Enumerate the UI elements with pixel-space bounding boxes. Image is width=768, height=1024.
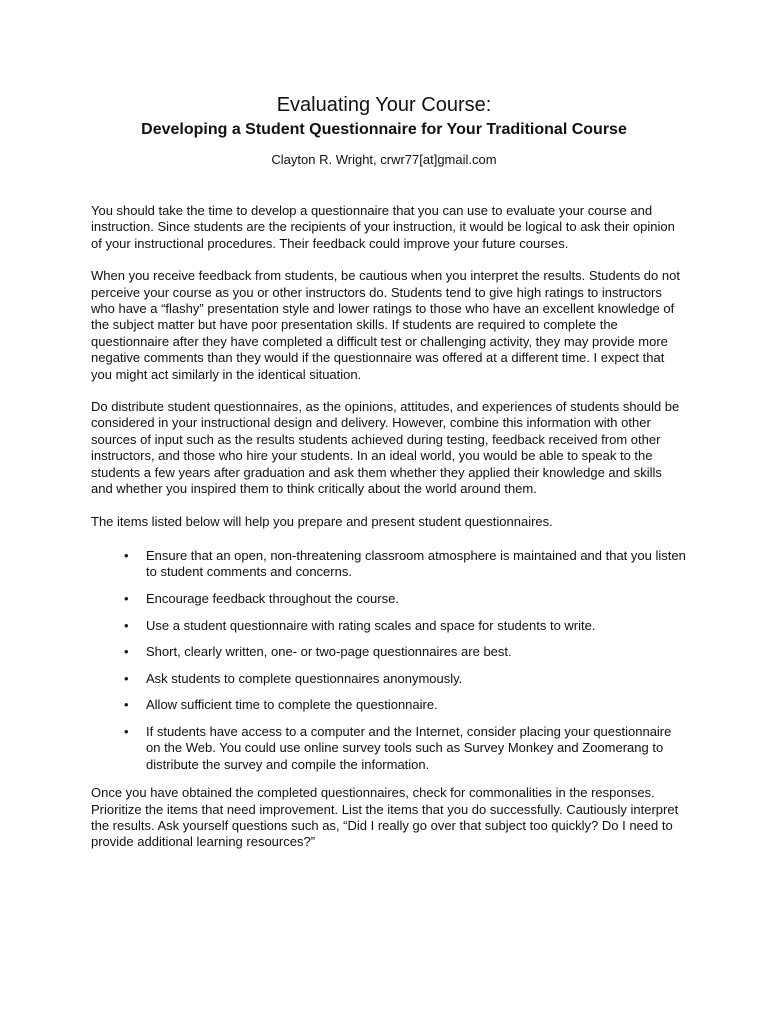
paragraph-caution: When you receive feedback from students, be cautious when you interpret the results. Students do not perceive your course as you or other instructors do. Students tend to give high ratings to instructors who have a “flashy” presentation style and lower ratings to those who have an excellent knowledge of the subject matter but have poor presentation skills. If students are required to complete the questionnaire after they have completed a difficult test or challenging activity, they may provide more negative comments than they would if the questionnaire was offered at a different time. I expect that you might act similarly in the identical situation. bbox=[91, 268, 680, 382]
list-item-text: Ask students to complete questionnaires anonymously. bbox=[146, 670, 463, 686]
list-item bbox=[91, 644, 686, 660]
list-item bbox=[91, 671, 686, 687]
list-item bbox=[91, 724, 686, 773]
list-item bbox=[91, 548, 686, 581]
bullet-icon: • bbox=[124, 697, 129, 713]
paragraph-list-intro: The items listed below will help you prepare and present student questionnaires. bbox=[91, 513, 553, 529]
bullet-icon: • bbox=[124, 723, 129, 739]
paragraph-closing: Once you have obtained the completed questionnaires, check for commonalities in the responses. Prioritize the items that need improvement. List the items that you do successfully. Cautiously interpret the results. Ask yourself questions such as, “Did I really go over that subject too quickly? Do I need to provide additional learning resources?” bbox=[91, 785, 679, 850]
bullet-list bbox=[91, 548, 686, 773]
paragraph-distribute: Do distribute student questionnaires, as the opinions, attitudes, and experiences of students should be considered in your instructional design and delivery. However, combine this information with other sources of input such as the results students achieved during testing, feedback received from other instructors, and those who hire your students. In an ideal world, you would be able to speak to the students a few years after graduation and ask them whether they applied their knowledge and skills and whether you inspired them to think critically about the world around them. bbox=[91, 399, 680, 497]
list-item-text: Ensure that an open, non-threatening classroom atmosphere is maintained and that you listen to student comments and concerns. bbox=[146, 547, 686, 580]
author-line: Clayton R. Wright, crwr77[at]gmail.com bbox=[271, 152, 497, 167]
list-item-text: Allow sufficient time to complete the questionnaire. bbox=[146, 697, 438, 713]
document-body bbox=[91, 203, 686, 867]
bullet-icon: • bbox=[124, 590, 129, 606]
document-title: Evaluating Your Course: bbox=[276, 94, 492, 116]
list-item bbox=[91, 697, 686, 713]
bullet-icon: • bbox=[124, 617, 129, 633]
list-item-text: Short, clearly written, one- or two-page questionnaires are best. bbox=[146, 644, 512, 660]
list-item-text: If students have access to a computer and the Internet, consider placing your questionnaire on the Web. You could use online survey tools such as Survey Monkey and Zoomerang to distribute the survey and compile the information. bbox=[146, 723, 672, 772]
list-item bbox=[91, 591, 686, 607]
bullet-icon: • bbox=[124, 644, 129, 660]
document-subtitle: Developing a Student Questionnaire for Your Traditional Course bbox=[141, 121, 627, 138]
paragraph-intro: You should take the time to develop a questionnaire that you can use to evaluate your course and instruction. Since students are the recipients of your instruction, it would be logical to ask their opinion of your instructional procedures. Their feedback could improve your future courses. bbox=[91, 203, 675, 251]
list-item bbox=[91, 618, 686, 634]
list-item-text: Encourage feedback throughout the course. bbox=[146, 590, 399, 606]
bullet-icon: • bbox=[124, 547, 129, 563]
bullet-icon: • bbox=[124, 670, 129, 686]
list-item-text: Use a student questionnaire with rating scales and space for students to write. bbox=[146, 617, 596, 633]
